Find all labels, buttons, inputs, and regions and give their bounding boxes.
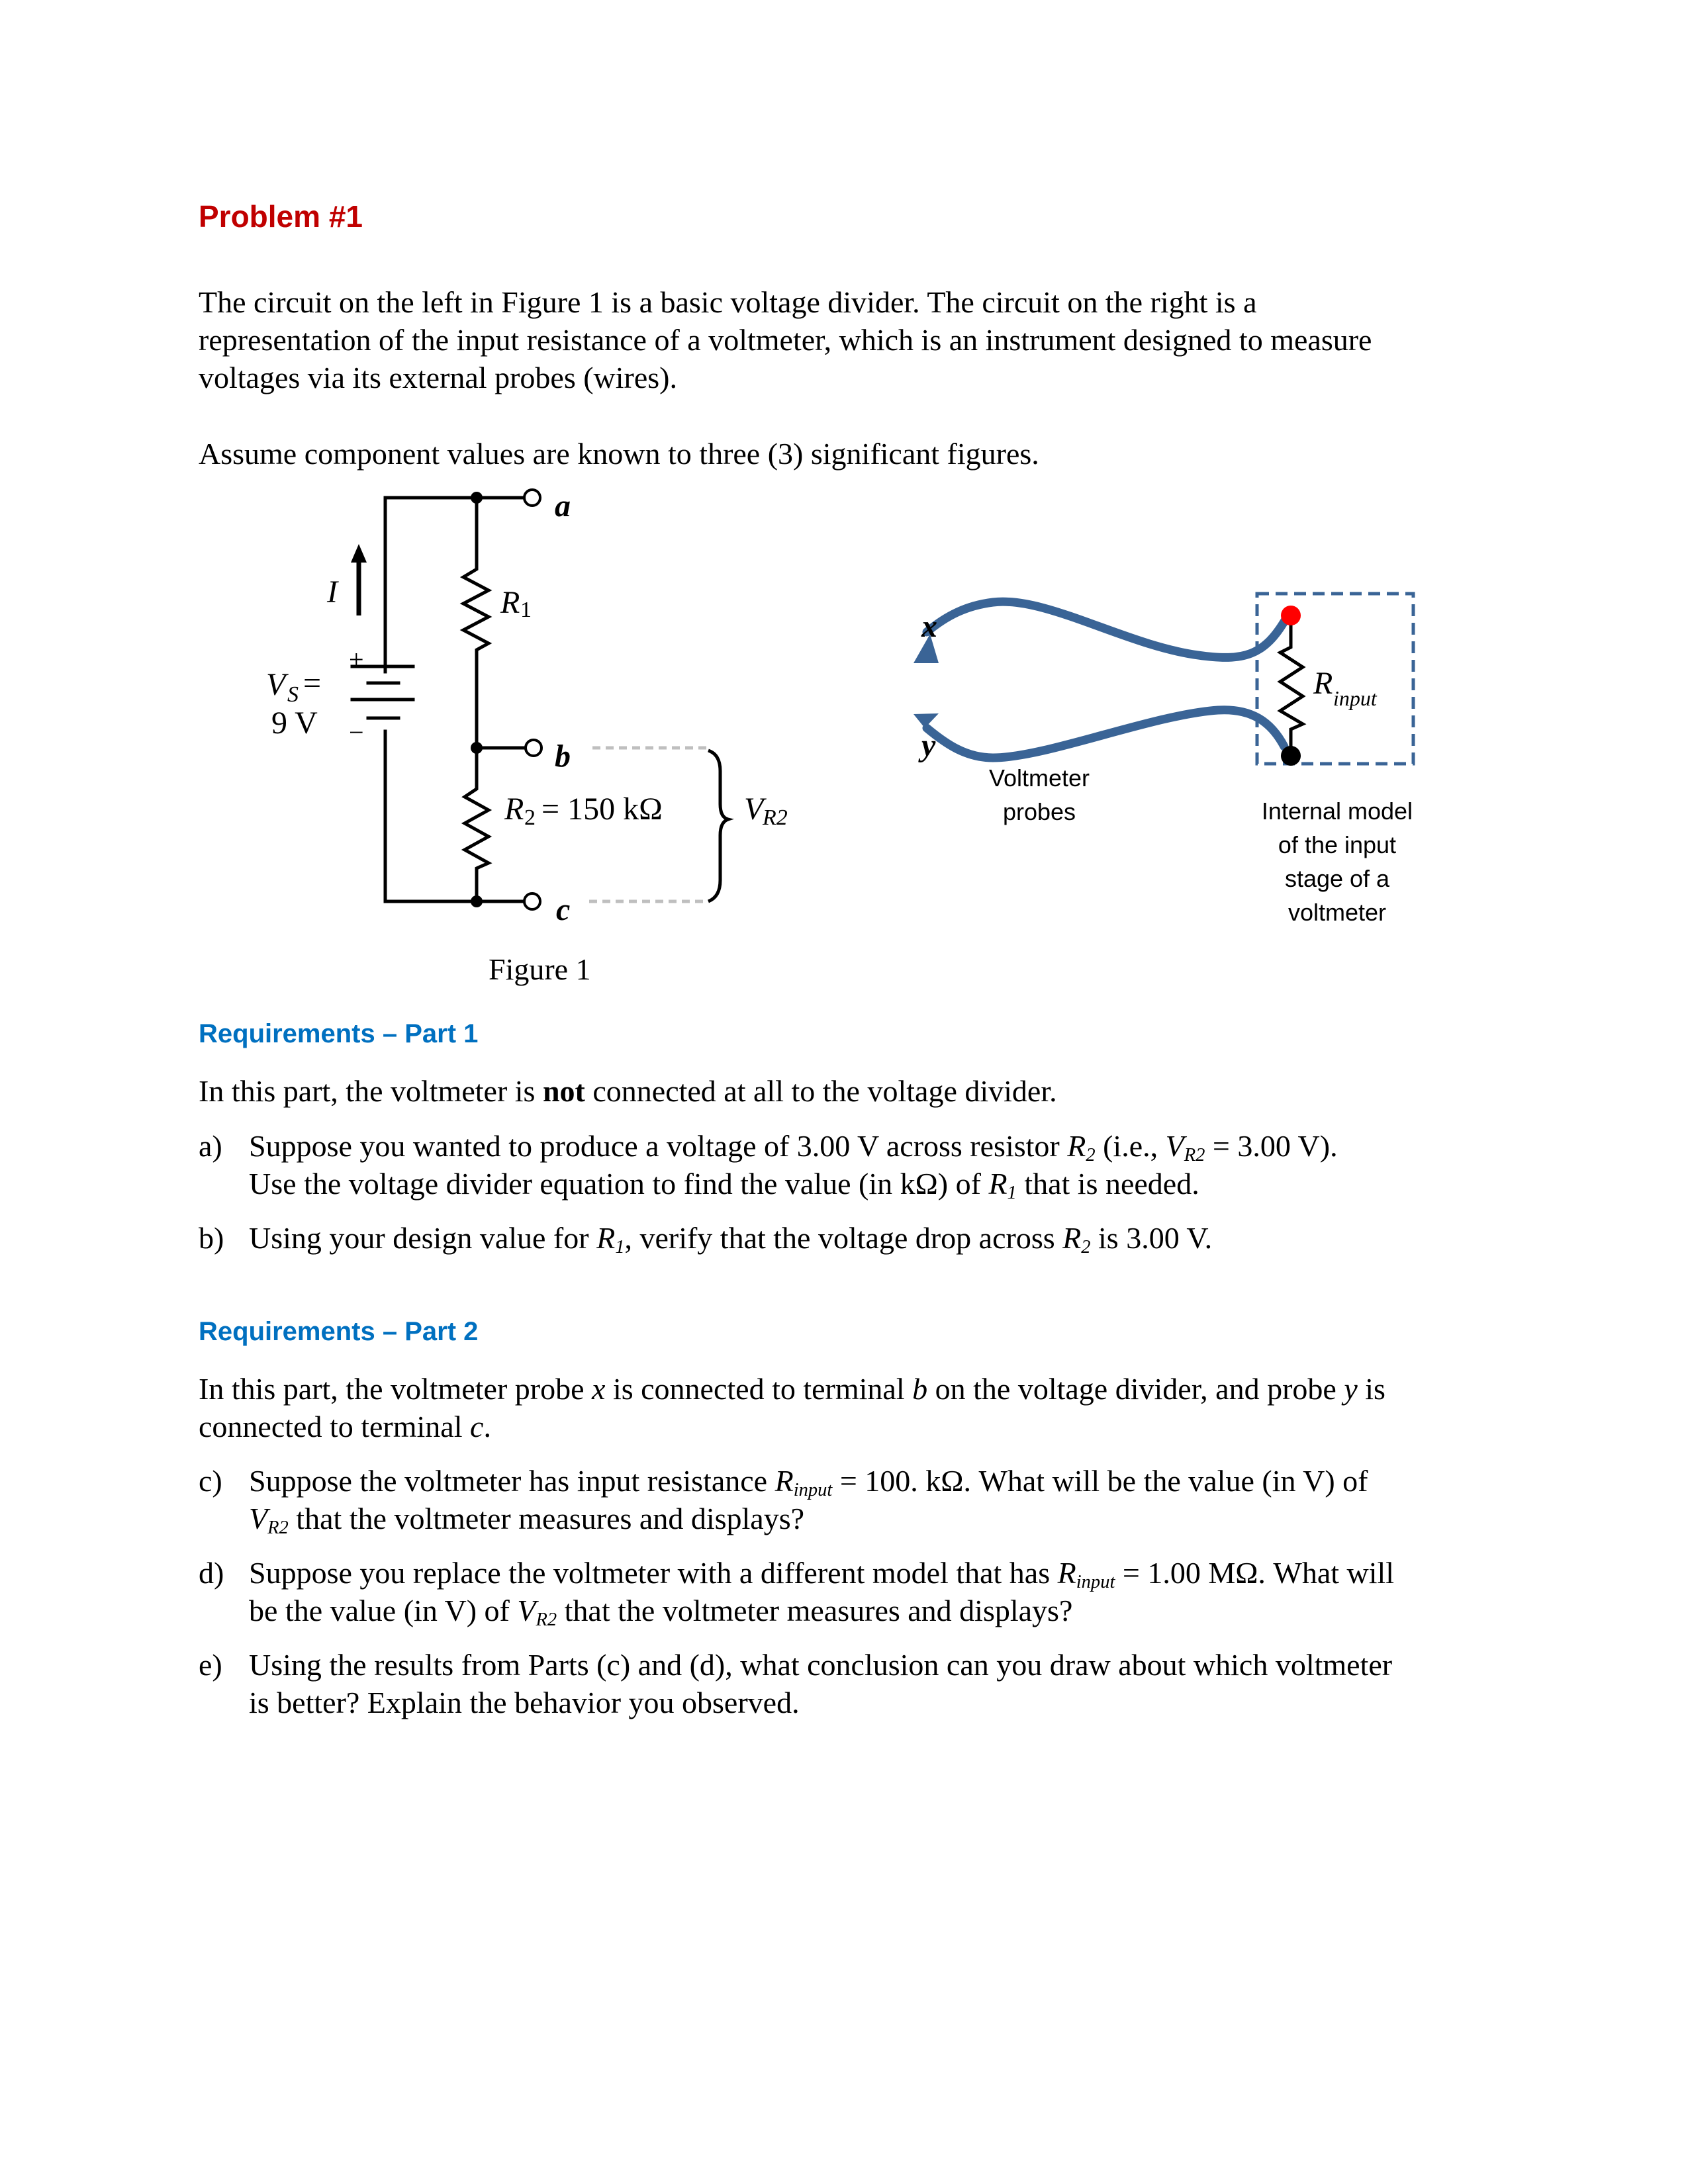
question-a-label: a) — [199, 1129, 222, 1163]
terminal-c-icon — [524, 893, 540, 909]
qa-l1-mid: (i.e., — [1095, 1129, 1166, 1163]
node-a-junction — [471, 492, 483, 504]
plus-sign: + — [349, 645, 364, 674]
question-e-label: e) — [199, 1648, 222, 1682]
qe-l2: is better? Explain the behavior you observed. — [249, 1686, 800, 1719]
qb-mid: , verify that the voltage drop across — [624, 1221, 1063, 1255]
current-arrow-icon — [351, 544, 367, 563]
question-c-label: c) — [199, 1464, 222, 1498]
probe-x-terminal-icon — [1281, 606, 1301, 625]
p2-d: is — [1357, 1372, 1385, 1406]
r1-label — [500, 585, 532, 622]
source-eq: = — [303, 666, 322, 701]
part1-intro-pre: In this part, the voltmeter is — [199, 1074, 543, 1108]
qa-l1-pre: Suppose you wanted to produce a voltage of 3.00 V across resistor — [249, 1129, 1068, 1163]
probe-y-arrow-icon — [914, 713, 939, 728]
source-label — [266, 666, 321, 707]
p2-f: . — [483, 1410, 491, 1443]
probe-y-wire[interactable] — [927, 710, 1284, 758]
vr2-v: V — [744, 792, 764, 827]
r2-r: R — [504, 792, 524, 827]
var-r2: $R_2$ — [1062, 1221, 1091, 1258]
qc-l1-post: = 100. kΩ. What will be the value (in V) of — [832, 1464, 1368, 1498]
terminal-b-icon — [526, 740, 541, 756]
p2-b: is connected to terminal — [605, 1372, 913, 1406]
part2-intro — [199, 1370, 1536, 1445]
source-value: 9 V — [271, 705, 318, 741]
rinput-r: R — [1313, 666, 1333, 701]
r2-sub: 2 — [524, 805, 536, 830]
qc-l1-pre: Suppose the voltmeter has input resistance — [249, 1464, 775, 1498]
question-d-label: d) — [199, 1556, 224, 1590]
source-sub: S — [287, 682, 299, 707]
vr2-sub: R2 — [763, 805, 788, 830]
current-label: I — [327, 574, 338, 610]
vr2-label — [744, 792, 788, 830]
model-caption-line-2: of the input — [1278, 831, 1397, 858]
assumption-text: Assume component values are known to three (3) significant figures. — [199, 437, 1039, 471]
probes-caption — [940, 761, 1139, 829]
r1-sub: 1 — [520, 598, 532, 622]
model-caption-line-1: Internal model — [1261, 797, 1413, 825]
qb-post: is 3.00 V. — [1090, 1221, 1213, 1255]
terminal-c-label: c — [556, 892, 571, 927]
qd-l1-pre: Suppose you replace the voltmeter with a different model that has — [249, 1556, 1058, 1590]
var-vr2: $V_{R2}$ — [249, 1502, 289, 1539]
probes-caption-line-2: probes — [1002, 798, 1076, 825]
intro-paragraph — [199, 283, 1523, 396]
brace-icon — [708, 751, 728, 901]
r2-value: = 150 kΩ — [541, 792, 663, 827]
qa-l1-post: = 3.00 V). — [1205, 1129, 1338, 1163]
internal-model-caption — [1231, 794, 1443, 929]
p2-e: connected to terminal — [199, 1410, 471, 1443]
qd-l2-pre: be the value (in V) of — [249, 1594, 518, 1627]
probes-caption-line-1: Voltmeter — [988, 764, 1090, 792]
qc-l2-post: that the voltmeter measures and displays? — [288, 1502, 805, 1535]
intro-line-1: The circuit on the left in Figure 1 is a basic voltage divider. The circuit on the right is a — [199, 285, 1257, 319]
resistor-r1-icon — [463, 498, 489, 748]
probe-y-label: y — [921, 728, 936, 763]
resistor-r2-icon — [465, 748, 489, 901]
r1-r: R — [500, 585, 520, 620]
p2-a: In this part, the voltmeter probe — [199, 1372, 592, 1406]
voltage-divider-circuit — [352, 498, 524, 901]
probe-x-label: x — [921, 609, 937, 644]
node-b-junction — [471, 742, 483, 754]
qa-l2-post: that is needed. — [1016, 1167, 1199, 1201]
qd-l1-post: = 1.00 MΩ. What will — [1115, 1556, 1395, 1590]
part2-heading: Requirements – Part 2 — [199, 1317, 479, 1346]
question-b-label: b) — [199, 1221, 224, 1255]
part1-intro-post: connected at all to the voltage divider. — [585, 1074, 1057, 1108]
part1-intro — [199, 1072, 1523, 1110]
r2-label — [504, 792, 663, 830]
var-vr2: $V_{R2}$ — [517, 1594, 557, 1631]
probe-y-terminal-icon — [1281, 746, 1301, 766]
intro-line-3: voltages via its external probes (wires). — [199, 361, 677, 394]
var-rinput: $R_{input}$ — [1057, 1556, 1115, 1593]
qe-l1: Using the results from Parts (c) and (d), what conclusion can you draw about which voltmeter — [249, 1648, 1393, 1682]
rinput-label — [1313, 666, 1378, 710]
node-c-junction — [471, 895, 483, 907]
qd-l2-post: that the voltmeter measures and displays? — [557, 1594, 1073, 1627]
minus-sign: − — [349, 717, 364, 747]
rinput-sub: input — [1333, 686, 1377, 710]
terminal-a-label: a — [555, 488, 571, 523]
part1-intro-bold: not — [542, 1074, 585, 1108]
wire-top-left — [385, 498, 477, 672]
wire-bottom-left — [385, 731, 477, 901]
qa-l2-pre: Use the voltage divider equation to find the value (in kΩ) of — [249, 1167, 989, 1201]
probe-x-wire[interactable] — [927, 602, 1286, 657]
qb-pre: Using your design value for — [249, 1221, 597, 1255]
terminal-a-icon — [524, 490, 540, 506]
var-rinput: $R_{input}$ — [774, 1464, 833, 1501]
model-caption-line-4: voltmeter — [1288, 899, 1387, 926]
part1-heading: Requirements – Part 1 — [199, 1019, 479, 1048]
terminal-b-label: b — [555, 739, 571, 774]
figure-caption: Figure 1 — [489, 952, 591, 986]
var-c: c — [470, 1410, 484, 1443]
var-vr2: $V_{R2}$ — [1165, 1129, 1205, 1166]
var-r1: $R_1$ — [988, 1167, 1017, 1204]
var-b: b — [912, 1372, 928, 1406]
intro-line-2: representation of the input resistance of a voltmeter, which is an instrument designed to measure — [199, 323, 1372, 357]
var-y: y — [1344, 1372, 1358, 1406]
var-x: x — [592, 1372, 606, 1406]
var-r1: $R_1$ — [596, 1221, 625, 1258]
source-v: V — [266, 667, 286, 702]
p2-c: on the voltage divider, and probe — [927, 1372, 1344, 1406]
var-r2: $R_2$ — [1067, 1129, 1096, 1166]
problem-title: Problem #1 — [199, 199, 363, 234]
resistor-rinput-icon — [1280, 615, 1303, 756]
model-caption-line-3: stage of a — [1284, 865, 1390, 892]
